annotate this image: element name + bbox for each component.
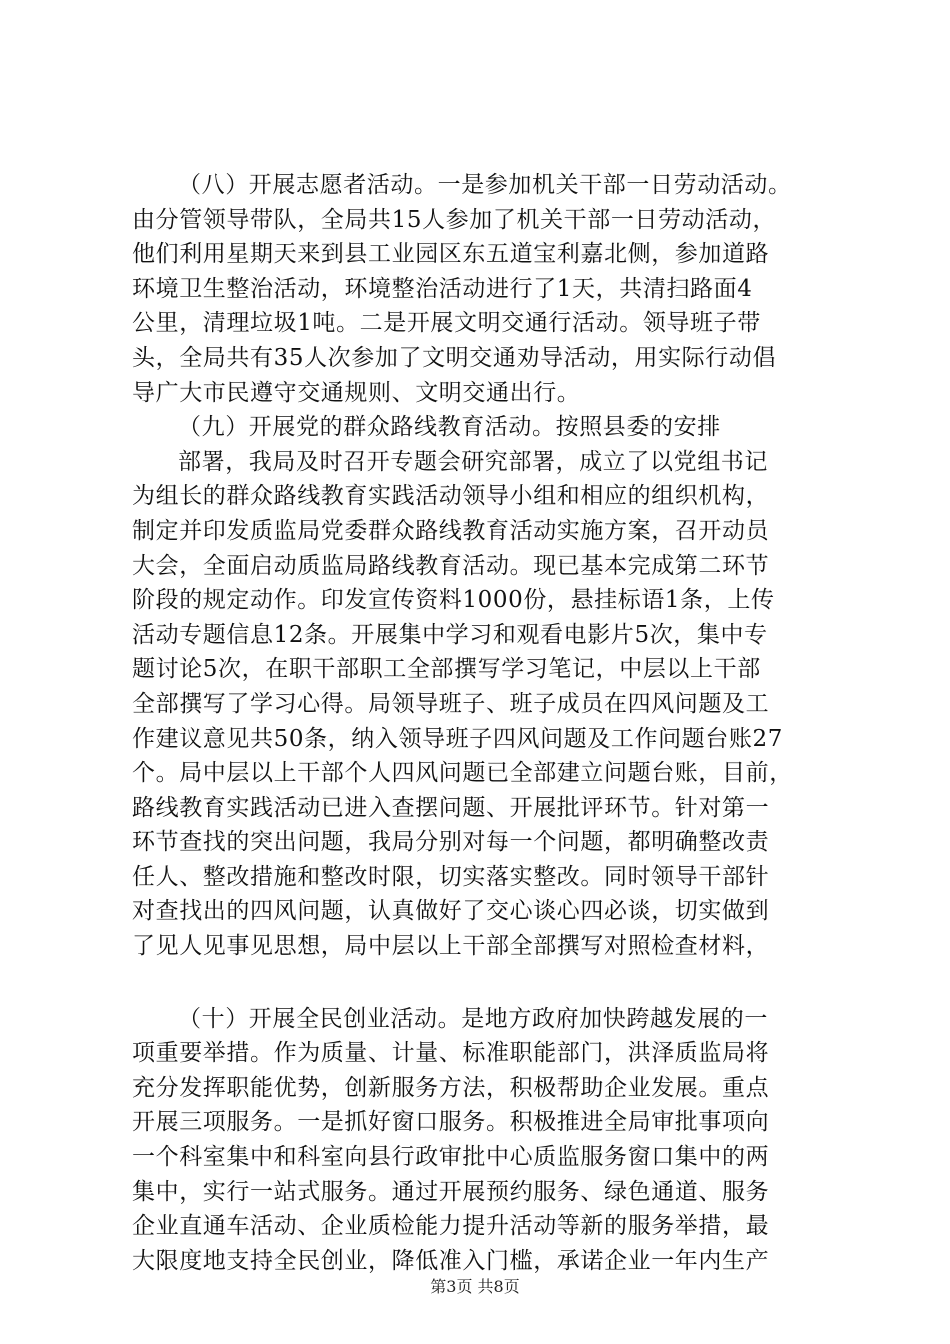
paragraph-line: 项重要举措。作为质量、计量、标准职能部门，洪泽质监局将 <box>132 1040 770 1067</box>
paragraph-line: （十）开展全民创业活动。是地方政府加快跨越发展的一 <box>178 1005 768 1032</box>
page-footer <box>0 1274 950 1297</box>
paragraph-line: 一个科室集中和科室向县行政审批中心质监服务窗口集中的两 <box>132 1144 770 1171</box>
paragraph-line: 集中，实行一站式服务。通过开展预约服务、绿色通道、服务 <box>132 1178 770 1205</box>
paragraph-line: 环境卫生整治活动，环境整治活动进行了1天，共清扫路面4 <box>132 275 753 302</box>
paragraph-gap <box>132 964 852 1002</box>
paragraph-line: 大限度地支持全民创业，降低准入门槛，承诺企业一年内生产 <box>132 1247 770 1274</box>
paragraph-line: 导广大市民遵守交通规则、文明交通出行。 <box>132 379 581 406</box>
page-number-label: 第3页 共8页 <box>430 1277 520 1296</box>
paragraph-line: 个。局中层以上干部个人四风问题已全部建立问题台账，目前， <box>132 760 793 787</box>
paragraph-line: 他们利用星期天来到县工业园区东五道宝利嘉北侧，参加道路 <box>132 241 770 268</box>
paragraph-line: 部署，我局及时召开专题会研究部署，成立了以党组书记 <box>178 448 768 475</box>
paragraph-line: 由分管领导带队，全局共15人参加了机关干部一日劳动活动， <box>132 206 777 233</box>
paragraph-line: 环节查找的突出问题，我局分别对每一个问题，都明确整改责 <box>132 829 770 856</box>
paragraph-line: 路线教育实践活动已进入查摆问题、开展批评环节。针对第一 <box>132 794 770 821</box>
paragraph-line: 活动专题信息12条。开展集中学习和观看电影片5次，集中专 <box>132 621 768 648</box>
paragraph-line: 阶段的规定动作。印发宣传资料1000份，悬挂标语1条，上传 <box>132 587 775 614</box>
paragraph-line: 任人、整改措施和整改时限，切实落实整改。同时领导干部针 <box>132 863 770 890</box>
paragraph-line: 题讨论5次，在职干部职工全部撰写学习笔记，中层以上干部 <box>132 656 761 683</box>
paragraph-line: 企业直通车活动、企业质检能力提升活动等新的服务举措，最 <box>132 1213 770 1240</box>
paragraph-9 <box>132 410 852 964</box>
paragraph-line: 了见人见事见思想，局中层以上干部全部撰写对照检查材料， <box>132 933 770 960</box>
paragraph-line: 作建议意见共50条，纳入领导班子四风问题及工作问题台账27 <box>132 725 783 752</box>
paragraph-line: 全部撰写了学习心得。局领导班子、班子成员在四风问题及工 <box>132 690 770 717</box>
paragraph-line: 为组长的群众路线教育实践活动领导小组和相应的组织机构， <box>132 483 770 510</box>
paragraph-line: 制定并印发质监局党委群众路线教育活动实施方案，召开动员 <box>132 517 770 544</box>
paragraph-10 <box>132 1002 852 1279</box>
document-body <box>132 168 852 1278</box>
paragraph-line: 头，全局共有35人次参加了文明交通劝导活动，用实际行动倡 <box>132 344 777 371</box>
paragraph-line: 公里，清理垃圾1吨。二是开展文明交通行活动。领导班子带 <box>132 310 761 337</box>
paragraph-line: 开展三项服务。一是抓好窗口服务。积极推进全局审批事项向 <box>132 1109 770 1136</box>
paragraph-line: 大会，全面启动质监局路线教育活动。现已基本完成第二环节 <box>132 552 770 579</box>
paragraph-heading-line: （九）开展党的群众路线教育活动。按照县委的安排 <box>178 414 721 441</box>
paragraph-line: 对查找出的四风问题，认真做好了交心谈心四必谈，切实做到 <box>132 898 770 925</box>
paragraph-line: 充分发挥职能优势，创新服务方法，积极帮助企业发展。重点 <box>132 1074 770 1101</box>
paragraph-8 <box>132 168 852 410</box>
paragraph-line: （八）开展志愿者活动。一是参加机关干部一日劳动活动。 <box>178 172 792 198</box>
